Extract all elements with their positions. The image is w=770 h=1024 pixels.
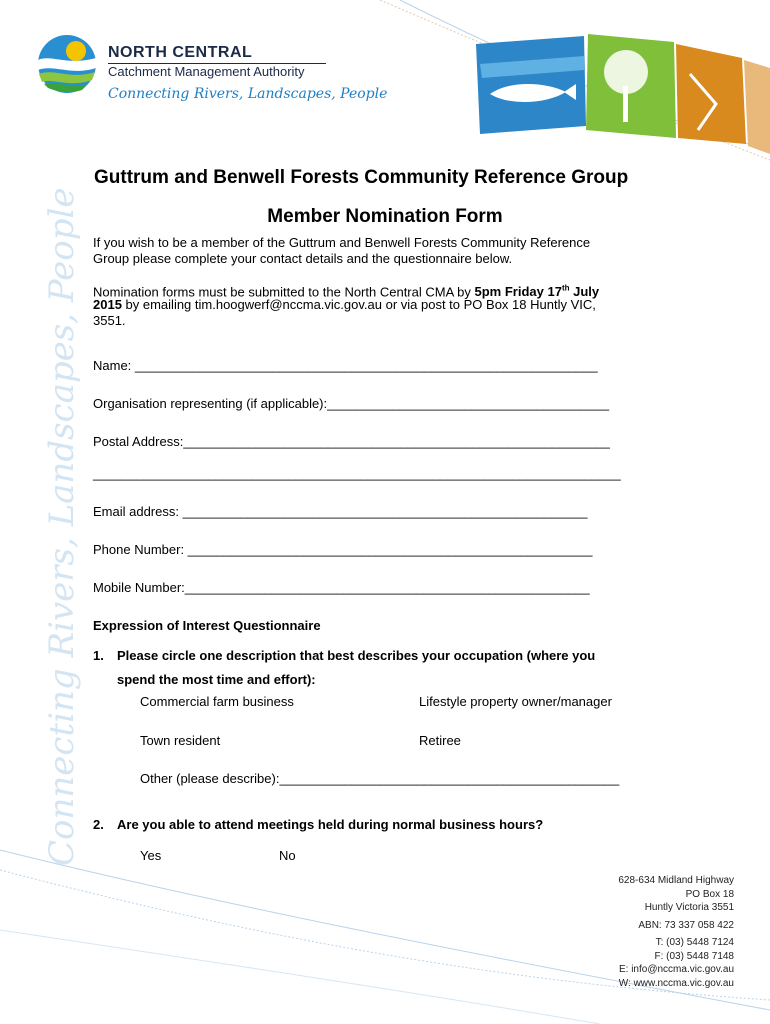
name-field[interactable]: Name: ________________________________________________________________ <box>93 358 598 373</box>
submission-line-3: 3551. <box>93 313 126 328</box>
fax-number: F: (03) 5448 7148 <box>654 950 734 962</box>
question-1-line-2: spend the most time and effort): <box>117 672 316 687</box>
intro-line-1: If you wish to be a member of the Guttrum and Benwell Forests Community Reference <box>93 235 591 250</box>
email-field[interactable]: Email address: ________________________________________________________ <box>93 504 588 519</box>
header-landscape-banner <box>476 34 770 164</box>
org-subtitle: Catchment Management Authority <box>108 64 305 79</box>
intro-line-2: Group please complete your contact details and the questionnaire below. <box>93 251 513 266</box>
address-town: Huntly Victoria 3551 <box>644 902 734 913</box>
side-tagline: Connecting Rivers, Landscapes, People <box>42 187 82 866</box>
organisation-field[interactable]: Organisation representing (if applicable):_______________________________________ <box>93 396 610 411</box>
postal-address-field[interactable]: Postal Address:___________________________________________________________ <box>93 434 610 449</box>
tagline: Connecting Rivers, Landscapes, People <box>108 86 388 102</box>
nccma-logo <box>36 34 98 94</box>
question-1-number: 1. <box>93 648 104 663</box>
phone-field[interactable]: Phone Number: ________________________________________________________ <box>93 542 593 557</box>
option-yes[interactable]: Yes <box>140 848 162 863</box>
questionnaire-heading: Expression of Interest Questionnaire <box>93 618 321 633</box>
phone-number: T: (03) 5448 7124 <box>655 937 734 948</box>
deadline-year: 2015 <box>93 297 122 312</box>
deadline-date: 5pm Friday 17 <box>474 284 562 300</box>
submission-text-2: by emailing tim.hoogwerf@nccma.vic.gov.au or via post to PO Box 18 Huntly VIC, <box>121 297 596 312</box>
submission-line-2 <box>93 297 596 313</box>
abn: ABN: 73 337 058 422 <box>638 919 734 931</box>
address-street: 628-634 Midland Highway <box>618 875 734 886</box>
website[interactable]: W: www.nccma.vic.gov.au <box>618 977 734 989</box>
option-other-field[interactable]: Other (please describe):_______________________________________________ <box>140 771 620 786</box>
postal-address-field-line-2[interactable]: _________________________________________________________________________ <box>93 466 621 481</box>
option-lifestyle-property[interactable]: Lifestyle property owner/manager <box>419 694 612 709</box>
mobile-field[interactable]: Mobile Number:________________________________________________________ <box>93 580 590 595</box>
footer-address <box>618 874 734 990</box>
address-po-box: PO Box 18 <box>685 888 734 900</box>
form-title: Member Nomination Form <box>267 206 503 227</box>
question-2-number: 2. <box>93 817 104 832</box>
email-address[interactable]: E: info@nccma.vic.gov.au <box>618 964 734 975</box>
org-name: NORTH CENTRAL <box>108 44 253 61</box>
option-retiree[interactable]: Retiree <box>419 733 461 748</box>
question-2-text: Are you able to attend meetings held during normal business hours? <box>117 817 544 832</box>
option-town-resident[interactable]: Town resident <box>140 733 221 748</box>
option-no[interactable]: No <box>279 848 296 863</box>
option-commercial-farm[interactable]: Commercial farm business <box>140 694 294 709</box>
deadline-suffix: th <box>561 284 570 293</box>
deadline-month: July <box>569 284 600 300</box>
question-1-line-1: Please circle one description that best describes your occupation (where you <box>117 648 596 663</box>
submission-text-1: Nomination forms must be submitted to the North Central CMA by <box>93 284 475 300</box>
document-title: Guttrum and Benwell Forests Community Reference Group <box>94 167 629 188</box>
